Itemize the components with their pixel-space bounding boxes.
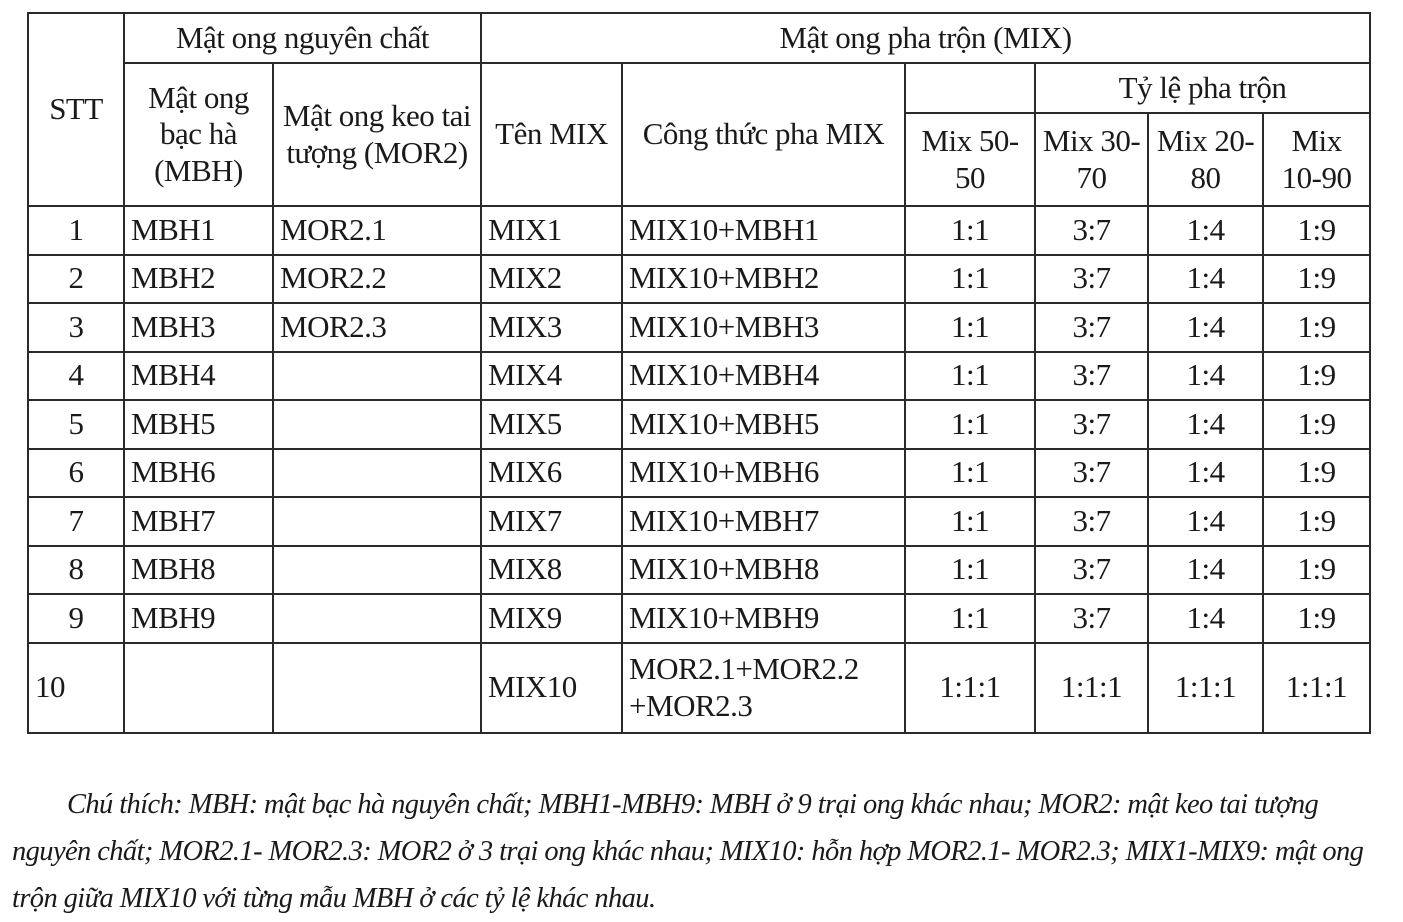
ratio-10-90-cell: 1:9 xyxy=(1263,303,1370,352)
mix-formula-cell: MIX10+MBH6 xyxy=(622,449,905,498)
header-blank-cell xyxy=(905,63,1035,113)
ratio-50-50-cell: 1:1 xyxy=(905,497,1035,546)
ratio-30-70-cell: 3:7 xyxy=(1035,352,1148,401)
mor2-cell xyxy=(273,643,481,733)
mix-name-cell: MIX6 xyxy=(481,449,622,498)
mbh-cell: MBH3 xyxy=(124,303,273,352)
table-row xyxy=(28,400,1370,449)
ratio-50-50-cell: 1:1 xyxy=(905,303,1035,352)
stt-cell: 8 xyxy=(28,546,124,595)
mor2-cell: MOR2.3 xyxy=(273,303,481,352)
ratio-20-80-cell: 1:4 xyxy=(1148,303,1263,352)
ratio-10-90-cell: 1:9 xyxy=(1263,400,1370,449)
mix-formula-cell: MOR2.1+MOR2.2 +MOR2.3 xyxy=(622,643,905,733)
header-mixed-honey: Mật ong pha trộn (MIX) xyxy=(481,13,1370,63)
ratio-10-90-cell: 1:9 xyxy=(1263,497,1370,546)
mbh-cell: MBH8 xyxy=(124,546,273,595)
mix-name-cell: MIX5 xyxy=(481,400,622,449)
table-row xyxy=(28,643,1370,733)
ratio-20-80-cell: 1:4 xyxy=(1148,255,1263,304)
ratio-20-80-cell: 1:4 xyxy=(1148,352,1263,401)
mix-name-cell: MIX9 xyxy=(481,594,622,643)
mbh-cell: MBH4 xyxy=(124,352,273,401)
table-row xyxy=(28,449,1370,498)
ratio-30-70-cell: 3:7 xyxy=(1035,206,1148,255)
mix-name-cell: MIX2 xyxy=(481,255,622,304)
mor2-cell xyxy=(273,400,481,449)
ratio-10-90-cell: 1:9 xyxy=(1263,352,1370,401)
table-row xyxy=(28,352,1370,401)
mbh-cell: MBH9 xyxy=(124,594,273,643)
stt-cell: 9 xyxy=(28,594,124,643)
mbh-cell: MBH2 xyxy=(124,255,273,304)
table-row xyxy=(28,206,1370,255)
ratio-50-50-cell: 1:1 xyxy=(905,206,1035,255)
stt-cell: 2 xyxy=(28,255,124,304)
ratio-10-90-cell: 1:9 xyxy=(1263,206,1370,255)
header-mor2: Mật ong keo tai tượng (MOR2) xyxy=(273,63,481,206)
mix-formula-cell: MIX10+MBH9 xyxy=(622,594,905,643)
header-mbh: Mật ong bạc hà (MBH) xyxy=(124,63,273,206)
stt-cell: 6 xyxy=(28,449,124,498)
mor2-cell xyxy=(273,449,481,498)
mbh-cell: MBH5 xyxy=(124,400,273,449)
mbh-cell xyxy=(124,643,273,733)
ratio-50-50-cell: 1:1 xyxy=(905,546,1035,595)
mor2-cell xyxy=(273,546,481,595)
table-row xyxy=(28,594,1370,643)
header-mix-20-80: Mix 20-80 xyxy=(1148,113,1263,206)
mbh-cell: MBH1 xyxy=(124,206,273,255)
ratio-50-50-cell: 1:1 xyxy=(905,352,1035,401)
ratio-30-70-cell: 3:7 xyxy=(1035,449,1148,498)
ratio-50-50-cell: 1:1:1 xyxy=(905,643,1035,733)
mor2-cell: MOR2.1 xyxy=(273,206,481,255)
header-stt: STT xyxy=(28,13,124,206)
mix-formula-cell: MIX10+MBH8 xyxy=(622,546,905,595)
mor2-cell xyxy=(273,594,481,643)
ratio-30-70-cell: 3:7 xyxy=(1035,594,1148,643)
mix-formula-cell: MIX10+MBH2 xyxy=(622,255,905,304)
mix-name-cell: MIX1 xyxy=(481,206,622,255)
mor2-cell: MOR2.2 xyxy=(273,255,481,304)
mbh-cell: MBH7 xyxy=(124,497,273,546)
ratio-20-80-cell: 1:4 xyxy=(1148,497,1263,546)
mix-name-cell: MIX10 xyxy=(481,643,622,733)
ratio-10-90-cell: 1:9 xyxy=(1263,449,1370,498)
mix-formula-cell: MIX10+MBH3 xyxy=(622,303,905,352)
ratio-50-50-cell: 1:1 xyxy=(905,594,1035,643)
stt-cell: 5 xyxy=(28,400,124,449)
ratio-30-70-cell: 1:1:1 xyxy=(1035,643,1148,733)
mix-formula-cell: MIX10+MBH7 xyxy=(622,497,905,546)
header-mix-50-50: Mix 50-50 xyxy=(905,113,1035,206)
header-mix-10-90: Mix 10-90 xyxy=(1263,113,1370,206)
header-mix-formula: Công thức pha MIX xyxy=(622,63,905,206)
ratio-30-70-cell: 3:7 xyxy=(1035,303,1148,352)
mix-formula-cell: MIX10+MBH5 xyxy=(622,400,905,449)
mor2-cell xyxy=(273,497,481,546)
mix-name-cell: MIX8 xyxy=(481,546,622,595)
mix-formula-cell: MIX10+MBH4 xyxy=(622,352,905,401)
stt-cell: 4 xyxy=(28,352,124,401)
ratio-20-80-cell: 1:4 xyxy=(1148,594,1263,643)
table-footnote: Chú thích: MBH: mật bạc hà nguyên chất; MBH1-MBH9: MBH ở 9 trại ong khác nhau; MOR2: mật keo tai tượng nguyên chất; MOR2.1- MOR2.3: MOR2 ở 3 trại ong khác nhau; MIX10: hỗn hợp MOR2.1- MOR2.3; MIX1-MIX9: mật ong trộn giữa MIX10 với từng mẫu MBH ở các tỷ lệ khác nhau. xyxy=(12,788,1364,914)
mix-name-cell: MIX7 xyxy=(481,497,622,546)
stt-cell: 10 xyxy=(28,643,124,733)
header-mix-30-70: Mix 30-70 xyxy=(1035,113,1148,206)
ratio-20-80-cell: 1:4 xyxy=(1148,400,1263,449)
mor2-cell xyxy=(273,352,481,401)
header-pure-honey: Mật ong nguyên chất xyxy=(124,13,481,63)
table-row xyxy=(28,546,1370,595)
ratio-20-80-cell: 1:4 xyxy=(1148,546,1263,595)
mix-name-cell: MIX3 xyxy=(481,303,622,352)
table-row xyxy=(28,303,1370,352)
table-row xyxy=(28,497,1370,546)
ratio-20-80-cell: 1:1:1 xyxy=(1148,643,1263,733)
ratio-10-90-cell: 1:1:1 xyxy=(1263,643,1370,733)
header-mix-name: Tên MIX xyxy=(481,63,622,206)
ratio-50-50-cell: 1:1 xyxy=(905,400,1035,449)
ratio-20-80-cell: 1:4 xyxy=(1148,206,1263,255)
stt-cell: 3 xyxy=(28,303,124,352)
ratio-10-90-cell: 1:9 xyxy=(1263,255,1370,304)
ratio-10-90-cell: 1:9 xyxy=(1263,594,1370,643)
ratio-30-70-cell: 3:7 xyxy=(1035,255,1148,304)
honey-mix-table xyxy=(27,12,1371,734)
ratio-30-70-cell: 3:7 xyxy=(1035,400,1148,449)
mbh-cell: MBH6 xyxy=(124,449,273,498)
ratio-50-50-cell: 1:1 xyxy=(905,255,1035,304)
stt-cell: 7 xyxy=(28,497,124,546)
mix-formula-cell: MIX10+MBH1 xyxy=(622,206,905,255)
ratio-20-80-cell: 1:4 xyxy=(1148,449,1263,498)
header-ratio-group: Tỷ lệ pha trộn xyxy=(1035,63,1370,113)
ratio-50-50-cell: 1:1 xyxy=(905,449,1035,498)
ratio-30-70-cell: 3:7 xyxy=(1035,546,1148,595)
stt-cell: 1 xyxy=(28,206,124,255)
mix-name-cell: MIX4 xyxy=(481,352,622,401)
ratio-10-90-cell: 1:9 xyxy=(1263,546,1370,595)
table-row xyxy=(28,255,1370,304)
ratio-30-70-cell: 3:7 xyxy=(1035,497,1148,546)
